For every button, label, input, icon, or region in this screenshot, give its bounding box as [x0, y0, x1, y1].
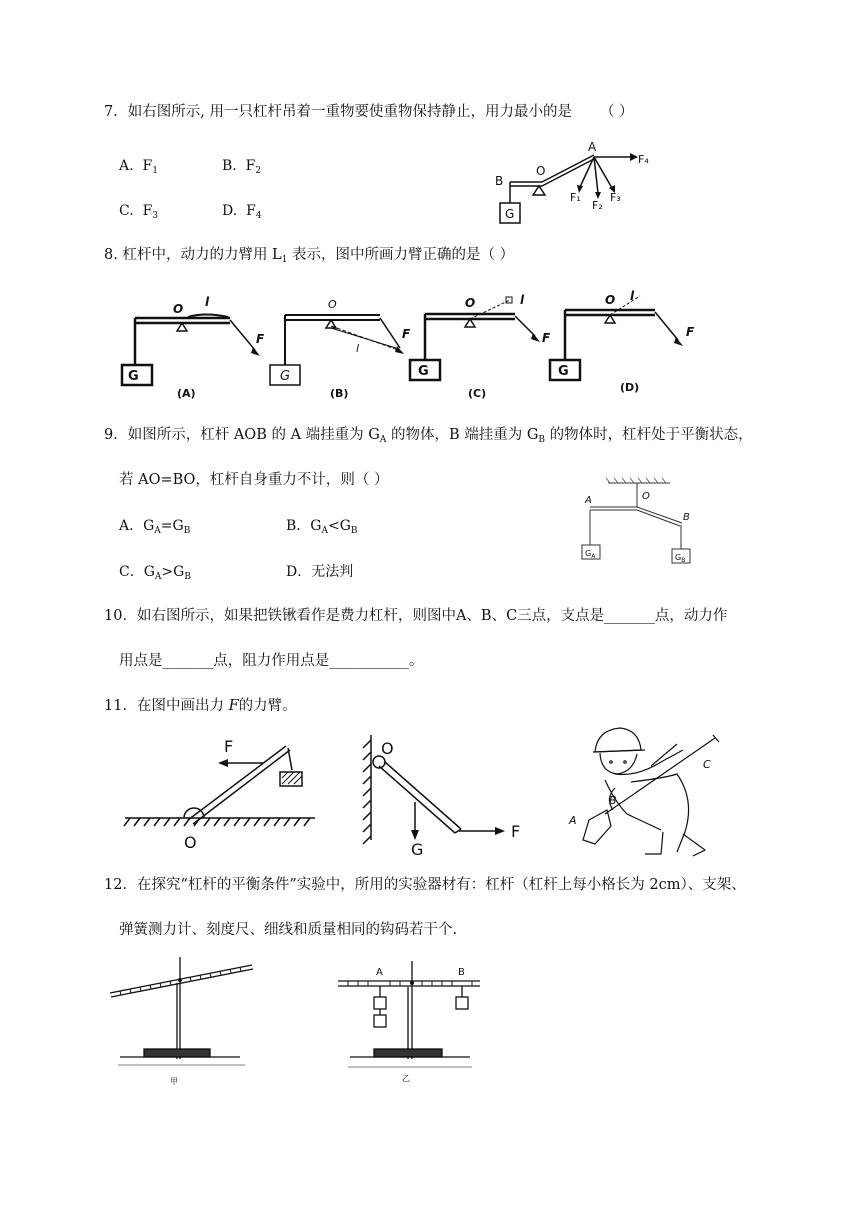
q7-option-a: A. $F_1$ [119, 158, 158, 176]
svg-text:l: l [520, 293, 525, 307]
q12-stem-line2: 弹簧测力计、刻度尺、细线和质量相同的钩码若干个. [119, 922, 458, 938]
svg-text:A: A [585, 495, 592, 506]
q8-caption-d: (D) [620, 381, 640, 394]
q7-fig-label-b: B [495, 174, 504, 188]
q8-caption-b: (B) [330, 387, 349, 400]
q7-figure [490, 135, 670, 230]
svg-text:F: F [542, 331, 551, 345]
q7-fig-label-g: G [505, 207, 515, 221]
svg-text:l: l [205, 295, 210, 309]
q8-panel-c [410, 293, 551, 400]
svg-text:A: A [376, 967, 383, 978]
q7-fig-label-f4: F₄ [638, 153, 649, 166]
svg-text:G: G [128, 369, 139, 384]
q7-option-d: D. $F_4$ [222, 203, 262, 221]
q8-panel-a [122, 295, 265, 400]
q12-caption-right: 乙 [402, 1074, 410, 1083]
q7-fig-label-f3: F₃ [610, 191, 621, 204]
q12-figure-right [330, 955, 490, 1085]
svg-text:l: l [356, 342, 360, 355]
svg-text:G: G [558, 364, 569, 379]
svg-text:l: l [630, 289, 635, 303]
q9-figure [570, 475, 700, 575]
q9-stem: 9．如图所示，杠杆 AOB 的 A 端挂重为 $G_A$ 的物体，B 端挂重为 $G_B$ 的物体时，杠杆处于平衡状态， [104, 427, 753, 445]
svg-text:O: O [173, 302, 184, 316]
q12-caption-left: 甲 [170, 1077, 178, 1086]
q11-figure-2 [355, 730, 555, 860]
q7-fig-label-f2: F₂ [592, 199, 603, 212]
q8-stem: 8. 杠杆中，动力的力臂用 $L_1$ 表示，图中所画力臂正确的是（ ） [104, 247, 515, 265]
svg-text:O: O [465, 296, 476, 310]
q9-option-c: C．$G_A>G_B$ [119, 564, 191, 582]
svg-text:G: G [280, 369, 291, 384]
svg-text:F: F [686, 325, 695, 339]
svg-text:O: O [642, 491, 650, 502]
q11-figure-3 [565, 722, 725, 862]
q8-figure [110, 290, 710, 405]
svg-text:A: A [569, 814, 577, 827]
q9-option-d: D．无法判 [286, 564, 354, 580]
svg-text:F: F [224, 737, 234, 756]
svg-text:F: F [402, 327, 411, 341]
q9-option-b: B．$G_A<G_B$ [286, 518, 358, 536]
svg-text:B: B [683, 512, 690, 523]
svg-text:O: O [328, 298, 337, 311]
svg-text:F: F [256, 332, 265, 346]
q12-stem: 12．在探究“杠杆的平衡条件”实验中，所用的实验器材有：杠杆（杠杆上每小格长为 2cm）、支架、 [104, 877, 746, 893]
q11-stem: 11．在图中画出力 F的力臂。 [104, 698, 297, 714]
svg-text:G: G [418, 364, 429, 379]
q7-option-c: C. $F_3$ [119, 203, 159, 221]
q7-fig-label-f1: F₁ [570, 191, 581, 204]
q12-figure-left [100, 953, 270, 1088]
svg-text:F: F [511, 822, 521, 841]
q8-panel-d [550, 289, 695, 394]
svg-text:B: B [458, 967, 465, 978]
q7-fig-label-o: O [536, 164, 546, 178]
q7-fig-label-a: A [588, 140, 597, 154]
q10-stem: 10．如右图所示，如果把铁锹看作是费力杠杆，则图中A、B、C三点，支点是_______点，动力作 [104, 608, 728, 624]
svg-text:B: B [609, 794, 617, 807]
svg-text:GB: $G_B$ [675, 553, 686, 564]
q11-figure-1 [120, 730, 320, 850]
svg-text:O: O [184, 833, 197, 852]
q7-option-b: B. $F_2$ [222, 158, 262, 176]
svg-text:O: O [605, 293, 616, 307]
q7-stem: 7．如右图所示, 用一只杠杆吊着一重物要使重物保持静止，用力最小的是 （ ） [104, 104, 634, 120]
q9-option-a: A．$G_A=G_B$ [119, 518, 191, 536]
q8-panel-b [270, 298, 411, 400]
svg-text:C: C [703, 758, 711, 771]
q9-stem-line2: 若 AO=BO，杠杆自身重力不计，则（ ） [119, 472, 389, 488]
svg-text:G: G [411, 840, 424, 859]
svg-text:GA: $G_A$ [585, 549, 596, 560]
q10-stem-line2: 用点是_______点，阻力作用点是___________。 [119, 653, 424, 669]
q8-caption-c: (C) [468, 387, 487, 400]
svg-text:O: O [381, 739, 394, 758]
q8-caption-a: (A) [177, 387, 196, 400]
